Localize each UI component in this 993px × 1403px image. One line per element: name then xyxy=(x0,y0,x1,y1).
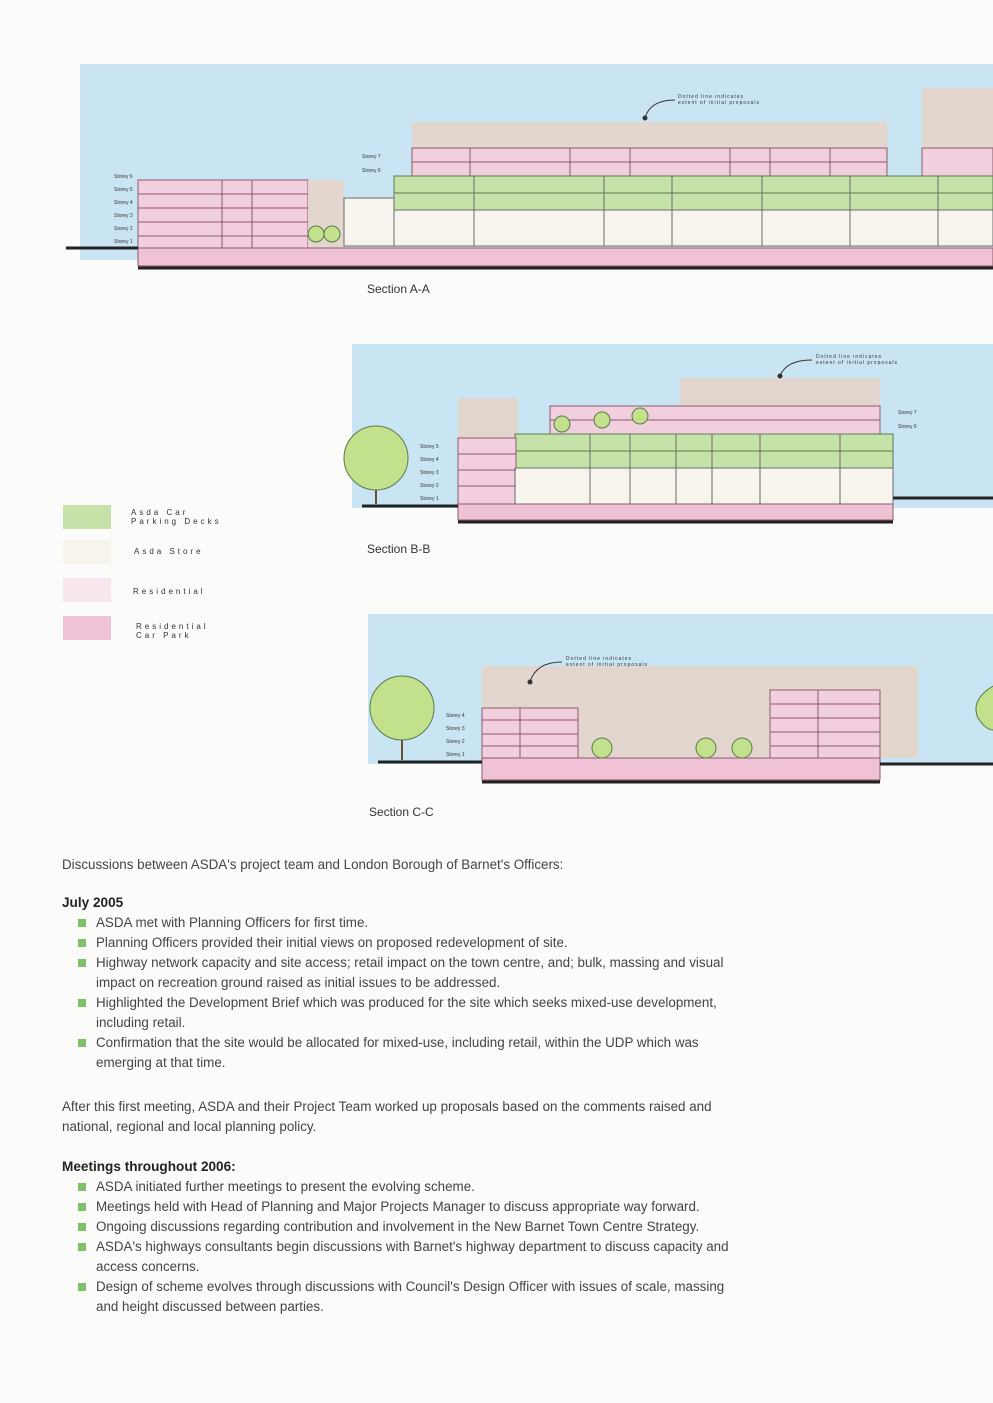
bullet-icon xyxy=(78,939,86,947)
note-b-line2: extent of initial proposals xyxy=(816,360,899,366)
after-paragraph: After this first meeting, ASDA and their Project Team worked up proposals based on the comments raised and national, regional and local planning policy. xyxy=(62,1099,712,1134)
bullet-icon xyxy=(78,999,86,1007)
note-b-line1: Dotted line indicates xyxy=(816,354,883,360)
list-item: ASDA initiated further meetings to present the evolving scheme. xyxy=(62,1177,742,1197)
note-c-line2: extent of initial proposals xyxy=(566,662,649,668)
storey-label: Storey 5 xyxy=(420,444,439,450)
residential-right-c xyxy=(770,690,880,758)
intro-paragraph: Discussions between ASDA's project team and London Borough of Barnet's Officers: xyxy=(62,857,564,872)
note-a-line2: extent of initial proposals xyxy=(678,100,761,106)
legend-label-parking: Asda Car Parking Decks xyxy=(131,508,222,526)
legend-swatch-residential xyxy=(63,578,111,602)
list-item: Highway network capacity and site access; retail impact on the town centre, and; bulk, massing and visual impact on recreation ground raised as initial issues to be addressed. xyxy=(62,953,742,993)
storey-label: Storey 4 xyxy=(114,200,133,206)
section-c-caption: Section C-C xyxy=(369,805,434,819)
storey-label: Storey 2 xyxy=(446,739,465,745)
store-a xyxy=(394,210,993,246)
legend-swatch-store xyxy=(63,540,111,564)
bullet-icon xyxy=(78,919,86,927)
legend-swatch-parking xyxy=(63,505,111,529)
list-item: Design of scheme evolves through discussions with Council's Design Officer with issues of scale, massing and height discussed between parties. xyxy=(62,1277,742,1317)
bullet-icon xyxy=(78,1243,86,1251)
july-heading: July 2005 xyxy=(62,895,124,910)
resi-carpark-c xyxy=(482,758,880,780)
residential-left-c xyxy=(482,708,578,758)
residential-right-a xyxy=(922,148,993,176)
initial-proposal-a-right xyxy=(922,88,993,150)
july-list xyxy=(62,913,742,1073)
storey-label: Storey 3 xyxy=(420,470,439,476)
storey-label: Storey 1 xyxy=(420,496,439,502)
section-a-caption: Section A-A xyxy=(367,282,430,296)
july-2005-section xyxy=(62,893,742,1073)
meetings-list xyxy=(62,1177,742,1317)
storey-label: Storey 1 xyxy=(446,752,465,758)
legend-label-residential: Residential xyxy=(133,587,206,596)
section-b-caption: Section B-B xyxy=(367,542,431,556)
bullet-icon xyxy=(78,1203,86,1211)
storey-label: Storey 4 xyxy=(420,457,439,463)
resi-carpark-b xyxy=(458,504,893,520)
note-c-line1: Dotted line indicates xyxy=(566,656,633,662)
list-item: Confirmation that the site would be allocated for mixed-use, including retail, within the UDP which was emerging at that time. xyxy=(62,1033,742,1073)
residential-left-a xyxy=(138,180,308,250)
storey-label: Storey 7 xyxy=(898,410,917,416)
legend-label-store: Asda Store xyxy=(134,547,204,556)
residential-left-b xyxy=(458,438,516,504)
bullet-icon xyxy=(78,959,86,967)
storey-label: Storey 6 xyxy=(362,168,381,174)
section-c-drawing xyxy=(0,600,993,810)
storey-label: Storey 2 xyxy=(420,483,439,489)
storey-label: Storey 1 xyxy=(114,239,133,245)
storey-label: Storey 6 xyxy=(898,424,917,430)
storey-label: Storey 6 xyxy=(114,174,133,180)
bullet-icon xyxy=(78,1223,86,1231)
initial-proposal-a xyxy=(412,122,887,150)
resi-carpark-a xyxy=(138,248,993,266)
list-item: Ongoing discussions regarding contribution and involvement in the New Barnet Town Centre Strategy. xyxy=(62,1217,742,1237)
storey-label: Storey 3 xyxy=(446,726,465,732)
list-item: Planning Officers provided their initial views on proposed redevelopment of site. xyxy=(62,933,742,953)
bullet-icon xyxy=(78,1283,86,1291)
meetings-2006-section xyxy=(62,1157,742,1317)
list-item: Meetings held with Head of Planning and Major Projects Manager to discuss appropriate way forward. xyxy=(62,1197,742,1217)
list-item: Highlighted the Development Brief which was produced for the site which seeks mixed-use development, including retail. xyxy=(62,993,742,1033)
storey-label: Storey 4 xyxy=(446,713,465,719)
bullet-icon xyxy=(78,1039,86,1047)
storey-label: Storey 2 xyxy=(114,226,133,232)
legend-label-resi-carpark: Residential Car Park xyxy=(136,622,209,640)
storey-label: Storey 3 xyxy=(114,213,133,219)
store-b xyxy=(515,468,893,504)
section-a-drawing xyxy=(0,0,993,300)
initial-proposal-b xyxy=(680,378,880,406)
list-item: ASDA's highways consultants begin discussions with Barnet's highway department to discuss capacity and access concerns. xyxy=(62,1237,742,1277)
note-a-line1: Dotted line indicates xyxy=(678,94,745,100)
list-item: ASDA met with Planning Officers for first time. xyxy=(62,913,742,933)
bullet-icon xyxy=(78,1183,86,1191)
storey-label: Storey 7 xyxy=(362,154,381,160)
storey-label: Storey 5 xyxy=(114,187,133,193)
meetings-heading: Meetings throughout 2006: xyxy=(62,1159,236,1174)
